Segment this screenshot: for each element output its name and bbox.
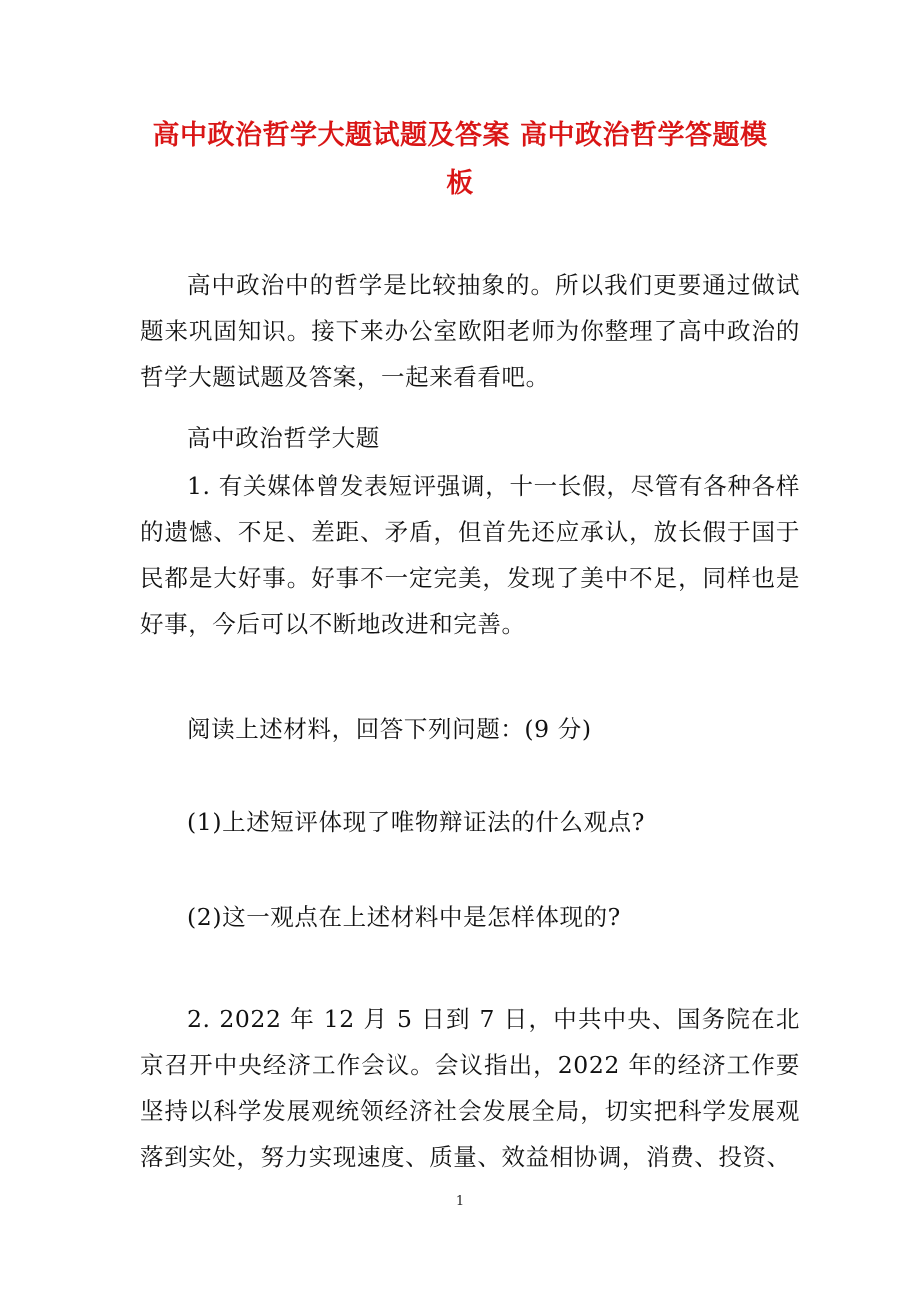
question-1-material: 1. 有关媒体曾发表短评强调，十一长假，尽管有各种各样的遗憾、不足、差距、矛盾，但首先还应承认，放长假于国于民都是大好事。好事不一定完美，发现了美中不足，同样也是好事，今后可以不断地改进和完善。 — [140, 472, 800, 638]
page-number: 1 — [455, 1194, 465, 1209]
question-1-subquestion-2: (2)这一观点在上述材料中是怎样体现的? — [187, 903, 621, 931]
question-1-subquestion-1: (1)上述短评体现了唯物辩证法的什么观点? — [187, 808, 645, 836]
question-1-prompt: 阅读上述材料，回答下列问题：(9 分) — [187, 715, 592, 743]
intro-paragraph: 高中政治中的哲学是比较抽象的。所以我们更要通过做试题来巩固知识。接下来办公室欧阳老师为你整理了高中政治的哲学大题试题及答案，一起来看看吧。 — [140, 271, 800, 391]
question-2-material: 2. 2022 年 12 月 5 日到 7 日，中共中央、国务院在北京召开中央经济工作会议。会议指出，2022 年的经济工作要坚持以科学发展观统领经济社会发展全局，切实把科学发展观落到实处，努力实现速度、质量、效益相协调，消费、投资、 — [140, 1005, 800, 1171]
section-heading: 高中政治哲学大题 — [187, 424, 380, 452]
document-title: 高中政治哲学大题试题及答案 高中政治哲学答题模板 — [152, 120, 768, 199]
